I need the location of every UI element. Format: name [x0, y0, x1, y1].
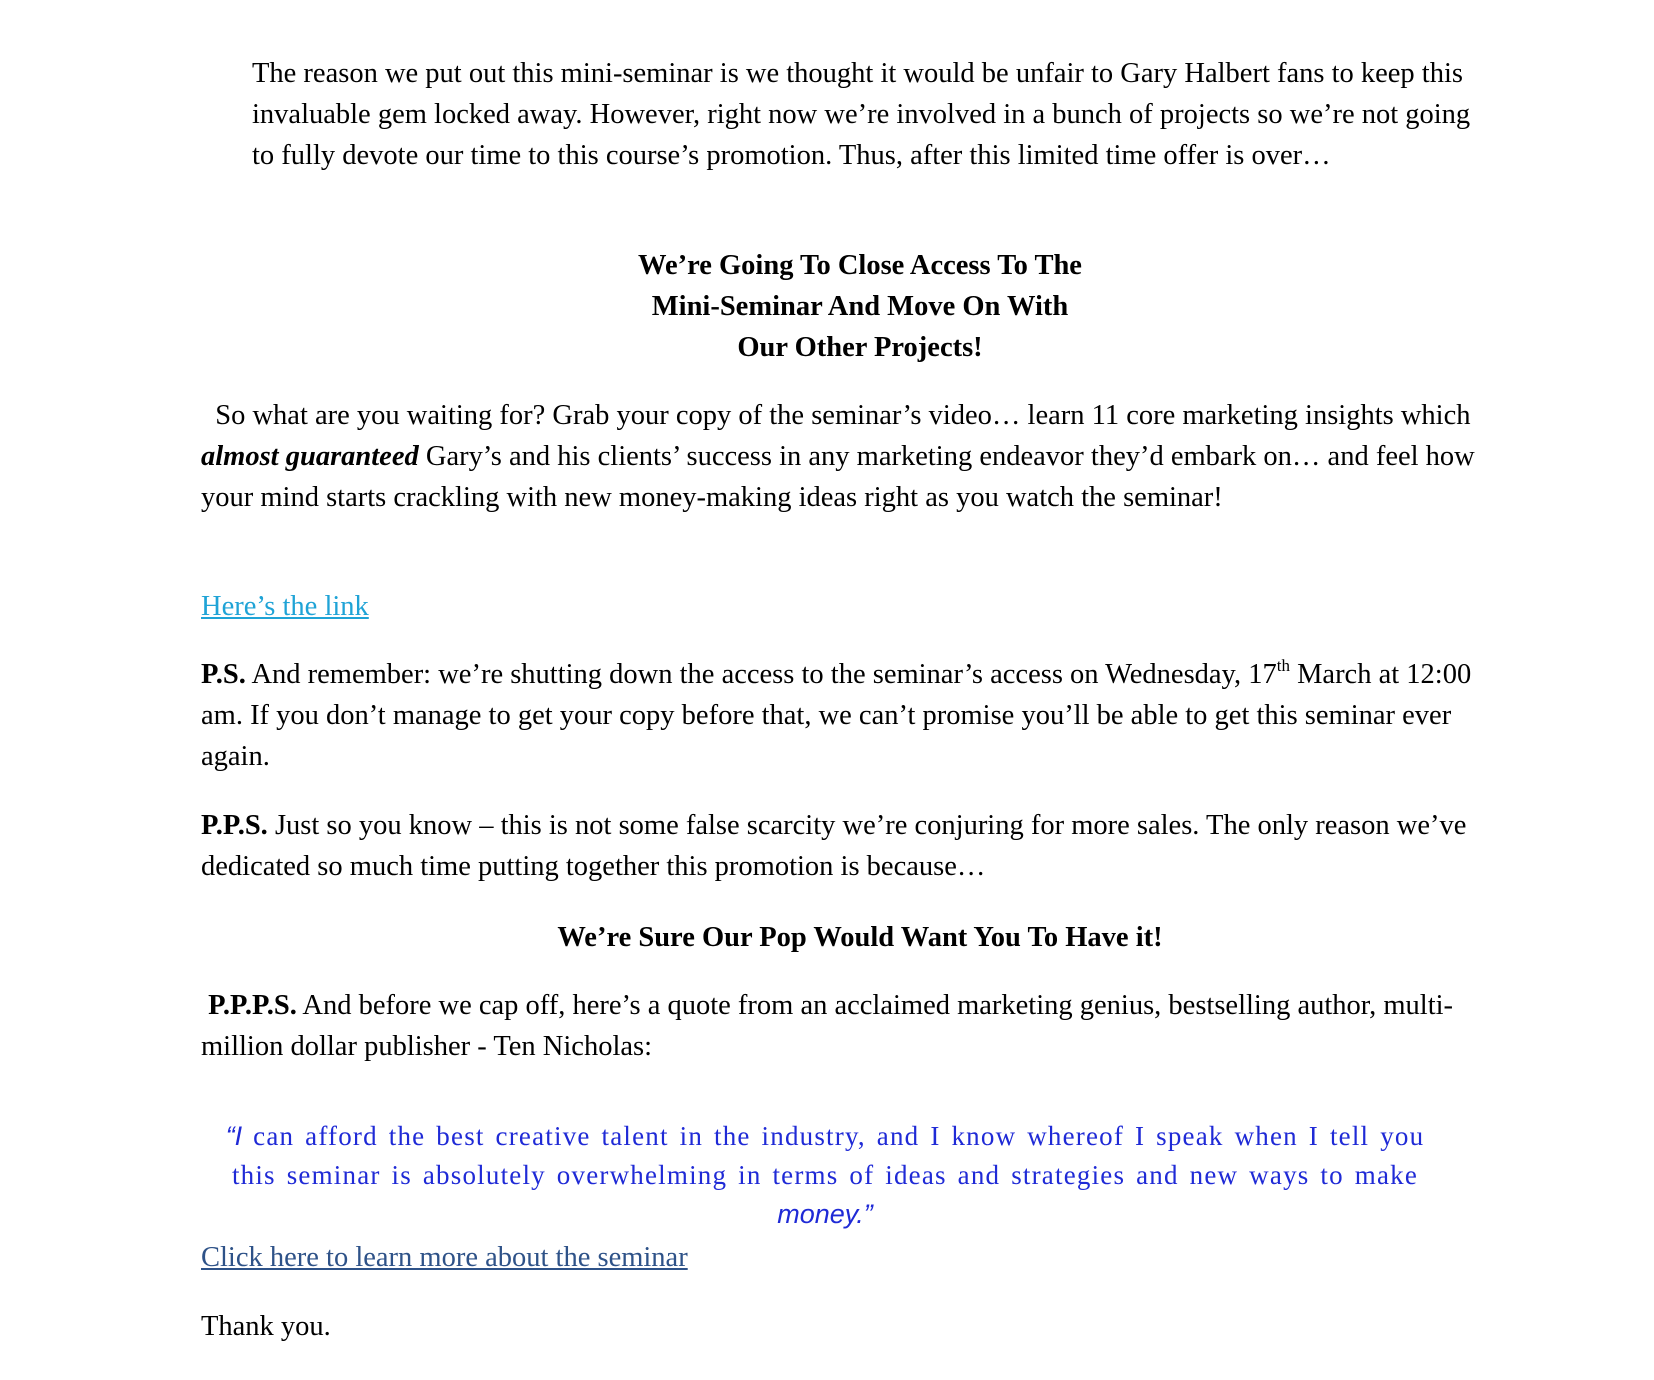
ps-text-part2: March at 12:00 am. If you don’t manage to get your copy before that, we can’t promise you’ll be able to get this seminar ever again. [201, 659, 1472, 772]
ps-ordinal-suffix: th [1276, 656, 1290, 675]
waiting-emphasis: almost guaranteed [201, 441, 419, 472]
waiting-paragraph [201, 395, 1491, 518]
waiting-text-part2: Gary’s and his clients’ success in any marketing endeavor they’d embark on… and feel how your mind starts crackling with new money-making ideas right as you watch the seminar! [201, 441, 1475, 513]
pps-label: P.P.S. [201, 810, 268, 841]
ppps-paragraph [201, 985, 1491, 1067]
pop-heading [200, 917, 1520, 958]
intro-paragraph [252, 53, 1472, 176]
close-access-heading-line3: Our Other Projects! [737, 332, 983, 363]
ps-text-part1: And remember: we’re shutting down the access to the seminar’s access on Wednesday, 17 [245, 659, 1277, 690]
close-access-heading-line1: We’re Going To Close Access To The [638, 250, 1082, 281]
thank-you-label: Thank you. [201, 1311, 331, 1342]
ps-paragraph [201, 654, 1491, 777]
close-access-heading [200, 245, 1520, 368]
learn-more-link[interactable]: Click here to learn more about the seminar [201, 1242, 688, 1273]
quote-body: can afford the best creative talent in the industry, and I know whereof I speak when I tell you this seminar is absolutely overwhelming in terms of ideas and strategies and new ways to make [231, 1121, 1425, 1190]
testimonial-quote [200, 1117, 1450, 1234]
pps-text: Just so you know – this is not some false scarcity we’re conjuring for more sales. The only reason we’ve dedicated so much time putting together this promotion is because… [201, 810, 1467, 882]
ppps-text: And before we cap off, here’s a quote from an acclaimed marketing genius, bestselling author, multi-million dollar publisher - Ten Nicholas: [201, 990, 1454, 1062]
intro-text: The reason we put out this mini-seminar is we thought it would be unfair to Gary Halbert fans to keep this invaluable gem locked away. However, right now we’re involved in a bunch of projects so we’re not going to fully devote our time to this course’s promotion. Thus, after this limited time offer is over… [252, 58, 1471, 171]
pps-paragraph [201, 805, 1491, 887]
ps-label: P.S. [201, 659, 246, 690]
pop-heading-text: We’re Sure Our Pop Would Want You To Have it! [557, 922, 1163, 953]
thank-you-text [201, 1306, 331, 1347]
waiting-text-part1: So what are you waiting for? Grab your copy of the seminar’s video… learn 11 core marketing insights which [215, 400, 1471, 431]
close-access-heading-line2: Mini-Seminar And Move On With [651, 291, 1069, 322]
quote-open: “I [225, 1121, 243, 1151]
ppps-label: P.P.P.S. [208, 990, 297, 1021]
heres-the-link[interactable]: Here’s the link [201, 591, 369, 622]
quote-close: money.” [777, 1199, 873, 1229]
